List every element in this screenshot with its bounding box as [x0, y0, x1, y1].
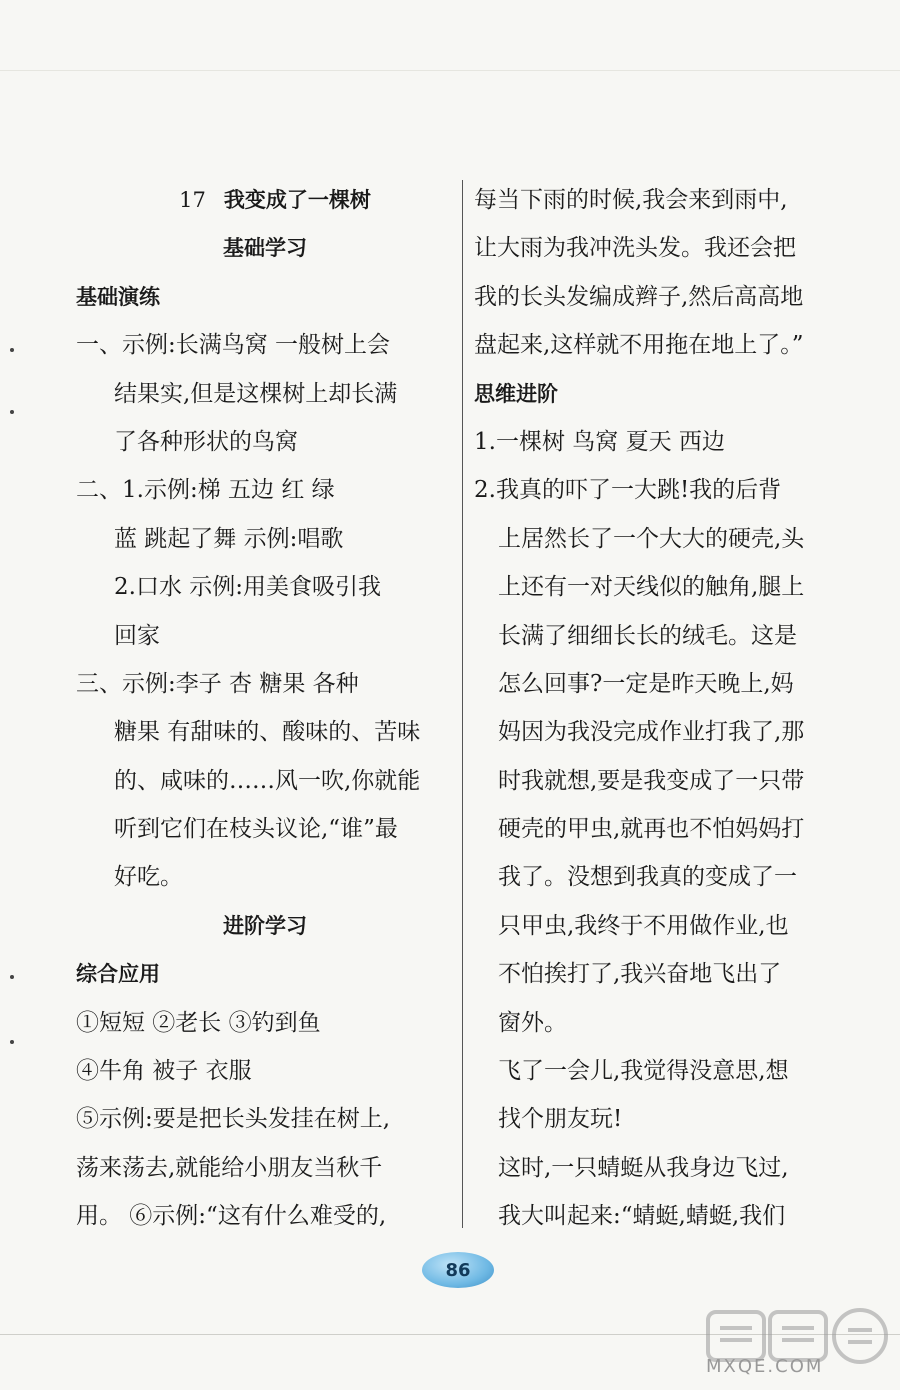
answer-line: 用。 ⑥示例:“这有什么难受的,	[76, 1203, 387, 1230]
answer-line: 怎么回事?一定是昨天晚上,妈	[498, 670, 794, 697]
answer-line: 荡来荡去,就能给小朋友当秋千	[76, 1154, 383, 1181]
answer-line: 长满了细细长长的绒毛。这是	[498, 622, 797, 649]
subsection-heading: 基础演练	[76, 284, 160, 309]
speck	[10, 975, 14, 979]
answer-line: 结果实,但是这棵树上却长满	[114, 380, 398, 407]
answer-line: 1.一棵树 鸟窝 夏天 西边	[474, 428, 725, 455]
answer-line: 妈因为我没完成作业打我了,那	[498, 719, 805, 746]
section-heading-advanced: 进阶学习	[223, 913, 307, 938]
answer-line: 我大叫起来:“蜻蜓,蜻蜓,我们	[498, 1203, 786, 1230]
answer-line: 蓝 跳起了舞 示例:唱歌	[114, 525, 344, 552]
answer-line: 飞了一会儿,我觉得没意思,想	[498, 1058, 789, 1085]
answer-line: 上还有一对天线似的触角,腿上	[498, 574, 805, 601]
answer-line: 的、咸味的……风一吹,你就能	[114, 767, 421, 794]
answer-line: 这时,一只蜻蜓从我身边飞过,	[498, 1154, 789, 1181]
subsection-heading: 综合应用	[76, 962, 160, 987]
answer-line: 不怕挨打了,我兴奋地飞出了	[498, 961, 782, 988]
answer-line: 我了。没想到我真的变成了一	[498, 864, 797, 891]
answer-line: 找个朋友玩!	[498, 1106, 623, 1133]
speck	[10, 410, 14, 414]
answer-line: ⑤示例:要是把长头发挂在树上,	[76, 1106, 391, 1133]
answer-line: 每当下雨的时候,我会来到雨中,	[474, 187, 788, 213]
answer-line: 回家	[114, 622, 160, 649]
page-number: 86	[445, 1259, 471, 1281]
answer-line: 二、1.示例:梯 五边 红 绿	[76, 477, 335, 504]
lesson-title-text: 我变成了一棵树	[223, 188, 371, 212]
answer-line: 2.我真的吓了一大跳!我的后背	[474, 477, 782, 504]
right-column	[474, 176, 849, 1241]
answer-line: 听到它们在枝头议论,“谁”最	[114, 816, 398, 843]
page-number-badge	[422, 1252, 494, 1288]
subsection-heading: 思维进阶	[474, 381, 558, 406]
left-column	[76, 176, 454, 1241]
page-edge	[0, 70, 900, 71]
answer-line: 三、示例:李子 杏 糖果 各种	[76, 670, 359, 697]
section-heading-basic: 基础学习	[223, 236, 307, 261]
answer-line: 窗外。	[498, 1009, 567, 1036]
answer-line: 一、示例:长满鸟窝 一般树上会	[76, 332, 391, 359]
answer-line: 硬壳的甲虫,就再也不怕妈妈打	[498, 816, 805, 843]
watermark-site: MXQE.COM	[706, 1356, 824, 1377]
answer-line: 盘起来,这样就不用拖在地上了。”	[474, 332, 804, 359]
answer-line: 糖果 有甜味的、酸味的、苦味	[114, 719, 421, 746]
answer-line: ①短短 ②老长 ③钓到鱼	[76, 1009, 321, 1036]
lesson-number: 17	[179, 188, 206, 212]
answer-line: 让大雨为我冲洗头发。我还会把	[474, 235, 796, 262]
speck	[10, 348, 14, 352]
answer-line: ④牛角 被子 衣服	[76, 1058, 252, 1085]
answer-line: 我的长头发编成辫子,然后高高地	[474, 283, 804, 310]
answer-line: 时我就想,要是我变成了一只带	[498, 767, 805, 794]
lesson-title	[76, 176, 454, 224]
answer-line: 上居然长了一个大大的硬壳,头	[498, 525, 805, 552]
column-divider	[462, 180, 463, 1228]
answer-line: 2.口水 示例:用美食吸引我	[114, 574, 382, 601]
answer-line: 好吃。	[114, 864, 183, 891]
answer-line: 只甲虫,我终于不用做作业,也	[498, 912, 789, 939]
speck	[10, 1040, 14, 1044]
answer-line: 了各种形状的鸟窝	[114, 428, 298, 455]
